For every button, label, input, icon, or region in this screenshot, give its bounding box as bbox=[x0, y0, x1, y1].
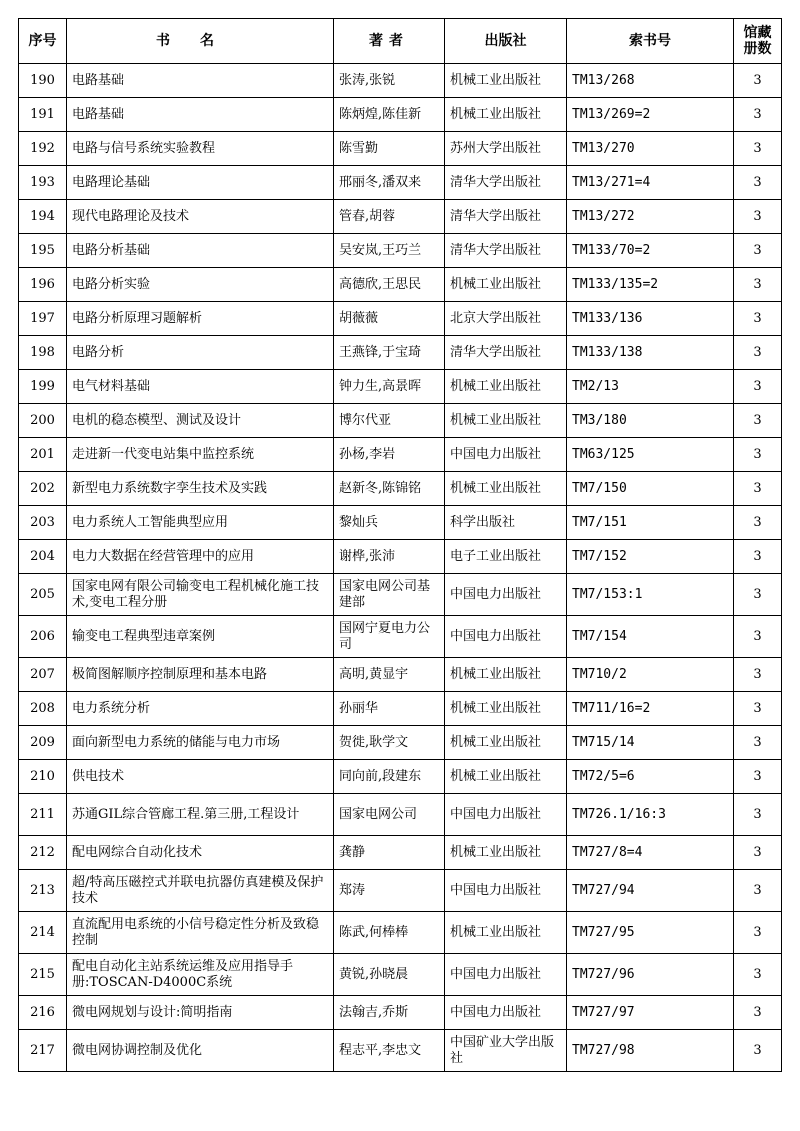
cell-holdings-count: 3 bbox=[734, 658, 782, 692]
cell-call-number: TM727/8=4 bbox=[567, 836, 734, 870]
cell-title: 超/特高压磁控式并联电抗器仿真建模及保护技术 bbox=[67, 870, 334, 912]
header-count-line1: 馆藏 bbox=[743, 25, 772, 41]
cell-holdings-count: 3 bbox=[734, 870, 782, 912]
table-row bbox=[19, 836, 782, 870]
cell-publisher: 中国电力出版社 bbox=[445, 438, 567, 472]
table-row bbox=[19, 616, 782, 658]
cell-author: 孙杨,李岩 bbox=[334, 438, 445, 472]
cell-author: 黎灿兵 bbox=[334, 506, 445, 540]
cell-author: 吴安岚,王巧兰 bbox=[334, 234, 445, 268]
table-row bbox=[19, 574, 782, 616]
table-row bbox=[19, 438, 782, 472]
cell-author: 张涛,张锐 bbox=[334, 64, 445, 98]
cell-no: 202 bbox=[19, 472, 67, 506]
header-title: 书名 bbox=[67, 19, 334, 64]
header-call-number: 索书号 bbox=[567, 19, 734, 64]
cell-call-number: TM133/136 bbox=[567, 302, 734, 336]
cell-call-number: TM133/70=2 bbox=[567, 234, 734, 268]
cell-title: 电路分析基础 bbox=[67, 234, 334, 268]
cell-no: 211 bbox=[19, 794, 67, 836]
cell-author: 胡薇薇 bbox=[334, 302, 445, 336]
cell-call-number: TM63/125 bbox=[567, 438, 734, 472]
cell-title: 现代电路理论及技术 bbox=[67, 200, 334, 234]
cell-holdings-count: 3 bbox=[734, 996, 782, 1030]
cell-no: 192 bbox=[19, 132, 67, 166]
cell-no: 208 bbox=[19, 692, 67, 726]
cell-title: 电力系统人工智能典型应用 bbox=[67, 506, 334, 540]
cell-author: 陈武,何棒棒 bbox=[334, 912, 445, 954]
cell-no: 197 bbox=[19, 302, 67, 336]
cell-no: 204 bbox=[19, 540, 67, 574]
table-row bbox=[19, 912, 782, 954]
cell-call-number: TM711/16=2 bbox=[567, 692, 734, 726]
cell-title: 输变电工程典型违章案例 bbox=[67, 616, 334, 658]
cell-title: 电路基础 bbox=[67, 98, 334, 132]
cell-call-number: TM7/153:1 bbox=[567, 574, 734, 616]
cell-no: 190 bbox=[19, 64, 67, 98]
cell-call-number: TM7/151 bbox=[567, 506, 734, 540]
cell-no: 198 bbox=[19, 336, 67, 370]
cell-title: 新型电力系统数字孪生技术及实践 bbox=[67, 472, 334, 506]
table-row bbox=[19, 870, 782, 912]
table-row bbox=[19, 658, 782, 692]
cell-no: 213 bbox=[19, 870, 67, 912]
table-row bbox=[19, 166, 782, 200]
cell-publisher: 机械工业出版社 bbox=[445, 726, 567, 760]
header-holdings-count bbox=[734, 19, 782, 64]
cell-publisher: 清华大学出版社 bbox=[445, 166, 567, 200]
cell-author: 同向前,段建东 bbox=[334, 760, 445, 794]
cell-author: 郑涛 bbox=[334, 870, 445, 912]
cell-call-number: TM727/95 bbox=[567, 912, 734, 954]
cell-title: 供电技术 bbox=[67, 760, 334, 794]
cell-author: 法翰吉,乔斯 bbox=[334, 996, 445, 1030]
cell-publisher: 机械工业出版社 bbox=[445, 370, 567, 404]
cell-author: 孙丽华 bbox=[334, 692, 445, 726]
header-publisher: 出版社 bbox=[445, 19, 567, 64]
cell-author: 管春,胡蓉 bbox=[334, 200, 445, 234]
cell-no: 203 bbox=[19, 506, 67, 540]
cell-no: 194 bbox=[19, 200, 67, 234]
cell-publisher: 机械工业出版社 bbox=[445, 912, 567, 954]
cell-author: 高明,黄显宇 bbox=[334, 658, 445, 692]
cell-no: 210 bbox=[19, 760, 67, 794]
cell-title: 电路分析原理习题解析 bbox=[67, 302, 334, 336]
cell-holdings-count: 3 bbox=[734, 760, 782, 794]
cell-no: 214 bbox=[19, 912, 67, 954]
cell-holdings-count: 3 bbox=[734, 370, 782, 404]
table-row bbox=[19, 954, 782, 996]
cell-title: 电路分析实验 bbox=[67, 268, 334, 302]
cell-publisher: 清华大学出版社 bbox=[445, 234, 567, 268]
cell-publisher: 机械工业出版社 bbox=[445, 760, 567, 794]
cell-title: 电力大数据在经营管理中的应用 bbox=[67, 540, 334, 574]
cell-holdings-count: 3 bbox=[734, 912, 782, 954]
cell-no: 209 bbox=[19, 726, 67, 760]
cell-call-number: TM13/271=4 bbox=[567, 166, 734, 200]
cell-author: 龚静 bbox=[334, 836, 445, 870]
cell-no: 200 bbox=[19, 404, 67, 438]
table-row bbox=[19, 370, 782, 404]
cell-publisher: 清华大学出版社 bbox=[445, 336, 567, 370]
cell-publisher: 科学出版社 bbox=[445, 506, 567, 540]
cell-title: 配电网综合自动化技术 bbox=[67, 836, 334, 870]
cell-no: 201 bbox=[19, 438, 67, 472]
cell-publisher: 机械工业出版社 bbox=[445, 836, 567, 870]
cell-title: 国家电网有限公司输变电工程机械化施工技术,变电工程分册 bbox=[67, 574, 334, 616]
cell-title: 电力系统分析 bbox=[67, 692, 334, 726]
cell-author: 黄锐,孙晓晨 bbox=[334, 954, 445, 996]
cell-title: 电路分析 bbox=[67, 336, 334, 370]
cell-publisher: 中国电力出版社 bbox=[445, 870, 567, 912]
cell-publisher: 北京大学出版社 bbox=[445, 302, 567, 336]
cell-title: 微电网规划与设计:简明指南 bbox=[67, 996, 334, 1030]
cell-holdings-count: 3 bbox=[734, 692, 782, 726]
cell-no: 199 bbox=[19, 370, 67, 404]
cell-title: 苏通GIL综合管廊工程.第三册,工程设计 bbox=[67, 794, 334, 836]
cell-publisher: 清华大学出版社 bbox=[445, 200, 567, 234]
cell-holdings-count: 3 bbox=[734, 616, 782, 658]
cell-title: 配电自动化主站系统运维及应用指导手册:TOSCAN-D4000C系统 bbox=[67, 954, 334, 996]
cell-holdings-count: 3 bbox=[734, 98, 782, 132]
cell-publisher: 机械工业出版社 bbox=[445, 98, 567, 132]
cell-call-number: TM13/269=2 bbox=[567, 98, 734, 132]
table-row bbox=[19, 726, 782, 760]
cell-publisher: 中国电力出版社 bbox=[445, 794, 567, 836]
cell-author: 程志平,李忠文 bbox=[334, 1030, 445, 1072]
cell-call-number: TM7/154 bbox=[567, 616, 734, 658]
cell-no: 205 bbox=[19, 574, 67, 616]
cell-call-number: TM727/98 bbox=[567, 1030, 734, 1072]
table-row bbox=[19, 64, 782, 98]
cell-publisher: 机械工业出版社 bbox=[445, 692, 567, 726]
table-body bbox=[19, 64, 782, 1072]
cell-call-number: TM133/138 bbox=[567, 336, 734, 370]
header-author: 著者 bbox=[334, 19, 445, 64]
table-row bbox=[19, 302, 782, 336]
cell-call-number: TM2/13 bbox=[567, 370, 734, 404]
table-row bbox=[19, 692, 782, 726]
cell-call-number: TM7/152 bbox=[567, 540, 734, 574]
cell-holdings-count: 3 bbox=[734, 302, 782, 336]
cell-call-number: TM7/150 bbox=[567, 472, 734, 506]
cell-call-number: TM710/2 bbox=[567, 658, 734, 692]
cell-holdings-count: 3 bbox=[734, 438, 782, 472]
cell-no: 207 bbox=[19, 658, 67, 692]
cell-no: 196 bbox=[19, 268, 67, 302]
header-count-line2: 册数 bbox=[743, 41, 772, 57]
cell-holdings-count: 3 bbox=[734, 1030, 782, 1072]
cell-holdings-count: 3 bbox=[734, 726, 782, 760]
cell-title: 直流配用电系统的小信号稳定性分析及致稳控制 bbox=[67, 912, 334, 954]
cell-title: 电路基础 bbox=[67, 64, 334, 98]
cell-title: 极简图解顺序控制原理和基本电路 bbox=[67, 658, 334, 692]
table-row bbox=[19, 336, 782, 370]
cell-holdings-count: 3 bbox=[734, 506, 782, 540]
cell-holdings-count: 3 bbox=[734, 166, 782, 200]
table-row bbox=[19, 472, 782, 506]
cell-call-number: TM726.1/16:3 bbox=[567, 794, 734, 836]
table-row bbox=[19, 404, 782, 438]
cell-holdings-count: 3 bbox=[734, 472, 782, 506]
header-no: 序号 bbox=[19, 19, 67, 64]
book-catalog-table bbox=[18, 18, 782, 1072]
cell-publisher: 中国电力出版社 bbox=[445, 616, 567, 658]
cell-no: 191 bbox=[19, 98, 67, 132]
table-row bbox=[19, 98, 782, 132]
table-row bbox=[19, 132, 782, 166]
cell-call-number: TM3/180 bbox=[567, 404, 734, 438]
cell-title: 电路与信号系统实验教程 bbox=[67, 132, 334, 166]
cell-no: 216 bbox=[19, 996, 67, 1030]
cell-holdings-count: 3 bbox=[734, 64, 782, 98]
header-row bbox=[19, 19, 782, 64]
cell-call-number: TM727/96 bbox=[567, 954, 734, 996]
cell-publisher: 机械工业出版社 bbox=[445, 404, 567, 438]
cell-call-number: TM727/94 bbox=[567, 870, 734, 912]
cell-holdings-count: 3 bbox=[734, 954, 782, 996]
cell-title: 微电网协调控制及优化 bbox=[67, 1030, 334, 1072]
cell-author: 钟力生,高景晖 bbox=[334, 370, 445, 404]
cell-call-number: TM72/5=6 bbox=[567, 760, 734, 794]
cell-author: 高德欣,王思民 bbox=[334, 268, 445, 302]
cell-no: 215 bbox=[19, 954, 67, 996]
cell-author: 国家电网公司基建部 bbox=[334, 574, 445, 616]
table-row bbox=[19, 794, 782, 836]
table-row bbox=[19, 1030, 782, 1072]
cell-author: 谢桦,张沛 bbox=[334, 540, 445, 574]
cell-holdings-count: 3 bbox=[734, 132, 782, 166]
cell-no: 212 bbox=[19, 836, 67, 870]
cell-publisher: 中国矿业大学出版社 bbox=[445, 1030, 567, 1072]
cell-no: 195 bbox=[19, 234, 67, 268]
cell-author: 王燕锋,于宝琦 bbox=[334, 336, 445, 370]
cell-call-number: TM133/135=2 bbox=[567, 268, 734, 302]
cell-holdings-count: 3 bbox=[734, 200, 782, 234]
cell-holdings-count: 3 bbox=[734, 836, 782, 870]
table-row bbox=[19, 200, 782, 234]
cell-author: 贺徙,耿学文 bbox=[334, 726, 445, 760]
cell-holdings-count: 3 bbox=[734, 540, 782, 574]
cell-holdings-count: 3 bbox=[734, 794, 782, 836]
cell-publisher: 中国电力出版社 bbox=[445, 954, 567, 996]
table-row bbox=[19, 268, 782, 302]
cell-author: 博尔代亚 bbox=[334, 404, 445, 438]
cell-author: 邢丽冬,潘双来 bbox=[334, 166, 445, 200]
cell-holdings-count: 3 bbox=[734, 268, 782, 302]
cell-author: 赵新冬,陈锦铭 bbox=[334, 472, 445, 506]
cell-no: 193 bbox=[19, 166, 67, 200]
cell-call-number: TM13/272 bbox=[567, 200, 734, 234]
cell-holdings-count: 3 bbox=[734, 574, 782, 616]
cell-publisher: 中国电力出版社 bbox=[445, 574, 567, 616]
cell-holdings-count: 3 bbox=[734, 336, 782, 370]
cell-publisher: 机械工业出版社 bbox=[445, 472, 567, 506]
cell-publisher: 中国电力出版社 bbox=[445, 996, 567, 1030]
cell-publisher: 机械工业出版社 bbox=[445, 268, 567, 302]
cell-call-number: TM715/14 bbox=[567, 726, 734, 760]
table-row bbox=[19, 996, 782, 1030]
cell-title: 电气材料基础 bbox=[67, 370, 334, 404]
table-row bbox=[19, 234, 782, 268]
table-row bbox=[19, 540, 782, 574]
cell-author: 陈雪勤 bbox=[334, 132, 445, 166]
cell-publisher: 电子工业出版社 bbox=[445, 540, 567, 574]
cell-title: 电路理论基础 bbox=[67, 166, 334, 200]
cell-call-number: TM727/97 bbox=[567, 996, 734, 1030]
cell-no: 217 bbox=[19, 1030, 67, 1072]
cell-author: 国网宁夏电力公司 bbox=[334, 616, 445, 658]
cell-publisher: 机械工业出版社 bbox=[445, 658, 567, 692]
cell-title: 电机的稳态模型、测试及设计 bbox=[67, 404, 334, 438]
table-row bbox=[19, 760, 782, 794]
cell-no: 206 bbox=[19, 616, 67, 658]
cell-publisher: 机械工业出版社 bbox=[445, 64, 567, 98]
cell-title: 走进新一代变电站集中监控系统 bbox=[67, 438, 334, 472]
table-row bbox=[19, 506, 782, 540]
cell-holdings-count: 3 bbox=[734, 404, 782, 438]
cell-author: 陈炳煌,陈佳新 bbox=[334, 98, 445, 132]
cell-call-number: TM13/270 bbox=[567, 132, 734, 166]
cell-title: 面向新型电力系统的储能与电力市场 bbox=[67, 726, 334, 760]
cell-author: 国家电网公司 bbox=[334, 794, 445, 836]
cell-holdings-count: 3 bbox=[734, 234, 782, 268]
cell-call-number: TM13/268 bbox=[567, 64, 734, 98]
cell-publisher: 苏州大学出版社 bbox=[445, 132, 567, 166]
